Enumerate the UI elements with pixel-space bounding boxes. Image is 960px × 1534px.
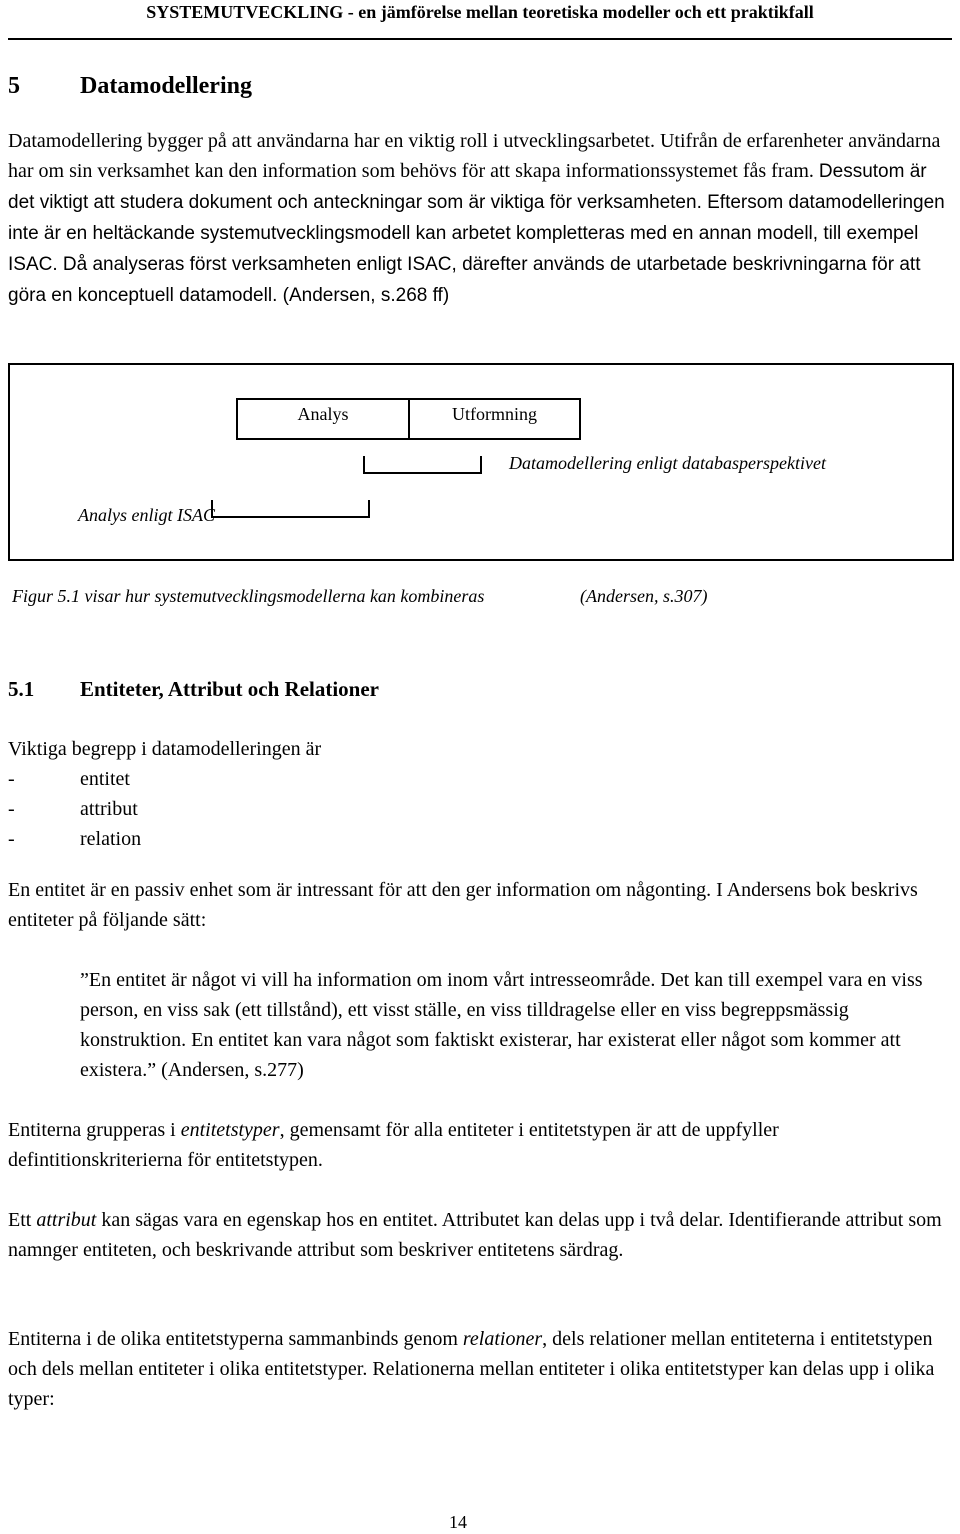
figure-caption: Figur 5.1 visar hur systemutvecklingsmodellerna kan kombineras [12,586,485,606]
relation-paragraph [8,1324,952,1414]
list-item [8,794,138,824]
datamodellering-label: Datamodellering enligt databasperspektivet [509,453,826,473]
analys-label: Analys [297,404,349,424]
concepts-intro: Viktiga begrepp i datamodelleringen är [8,738,322,760]
section-title: Datamodellering [80,73,252,99]
list-item [8,764,130,794]
section-heading [8,70,252,102]
list-dash: - [8,828,15,850]
subsection-number: 5.1 [8,677,35,701]
list-text: relation [80,828,142,850]
header-rule [8,38,952,40]
isac-bracket [211,500,370,518]
intro-paragraph-serif: Datamodellering bygger på att användarna har en viktig roll i utvecklingsarbetet. Utifrån de erfarenheter användarna har om sin verksamhet kan den information som behövs för att skapa informationssystemet fås fram. [8,130,941,182]
intro-paragraph-sans: Dessutom är det viktigt att studera dokument och anteckningar som är viktiga för verksamheten. Eftersom datamodelleringen inte är en heltäckande systemutvecklingsmodell kan arbetet kompletteras med en annan modell, till exempel ISAC. Då analyseras först verksamheten enligt ISAC, därefter används de utarbetade beskrivningarna för att göra en konceptuell datamodell. (Andersen, s.268 ff) [8,161,945,306]
intro-paragraph [8,126,952,311]
entity-types-paragraph [8,1115,952,1175]
list-dash: - [8,798,15,820]
isac-label: Analys enligt ISAC [78,505,215,525]
list-item [8,824,141,854]
entity-paragraph: En entitet är en passiv enhet som är intressant för att den ger information om någonting. I Andersens bok beskrivs entiteter på följande sätt: [8,879,918,931]
attribute-paragraph [8,1205,952,1265]
attribute-term: attribut [36,1209,97,1231]
page-number: 14 [449,1512,467,1532]
utformning-box [408,398,581,440]
andersen-quote: ”En entitet är något vi vill ha information om inom vårt intresseområde. Det kan till exempel vara en viss person, en viss sak (ett tillstånd), ett visst ställe, en viss tilldragelse eller en viss begreppsmässig konstruktion. En entitet kan vara något som faktiskt existerar, har existerat eller något som kommer att existera.” (Andersen, s.277) [80,969,923,1081]
relation-term: relationer [462,1328,543,1350]
entity-types-term: entitetstyper [180,1119,280,1141]
attribute-text-1: Ett [8,1209,37,1231]
entity-types-text-2: , gemensamt för alla entiteter i entitetstypen är att de uppfyller defintitionskriterierna för entitetstypen. [8,1119,779,1171]
relation-text-2: , dels relationer mellan entiteterna i entitetstypen och dels mellan entiteter i olika entitetstyper. Relationerna mellan entiteter i olika entitetstyper kan delas upp i olika typer: [8,1328,935,1410]
entity-types-text-1: Entiterna grupperas i [8,1119,181,1141]
utformning-label: Utformning [452,404,537,424]
figure-caption-source: (Andersen, s.307) [580,586,708,606]
attribute-text-2: kan sägas vara en egenskap hos en entitet. Attributet kan delas upp i två delar. Identifierande attribut som namnger entiteten, och beskrivande attribut som beskriver entitetens särdrag. [8,1209,942,1261]
section-number: 5 [8,73,20,99]
list-text: attribut [80,798,138,820]
list-text: entitet [80,768,130,790]
running-header: SYSTEMUTVECKLING - en jämförelse mellan teoretiska modeller och ett praktikfall [146,2,814,22]
subsection-heading [8,674,379,704]
datamodellering-bracket [363,456,482,474]
list-dash: - [8,768,15,790]
analys-box [236,398,410,440]
subsection-title: Entiteter, Attribut och Relationer [80,677,380,701]
relation-text-1: Entiterna i de olika entitetstyperna sammanbinds genom [8,1328,463,1350]
